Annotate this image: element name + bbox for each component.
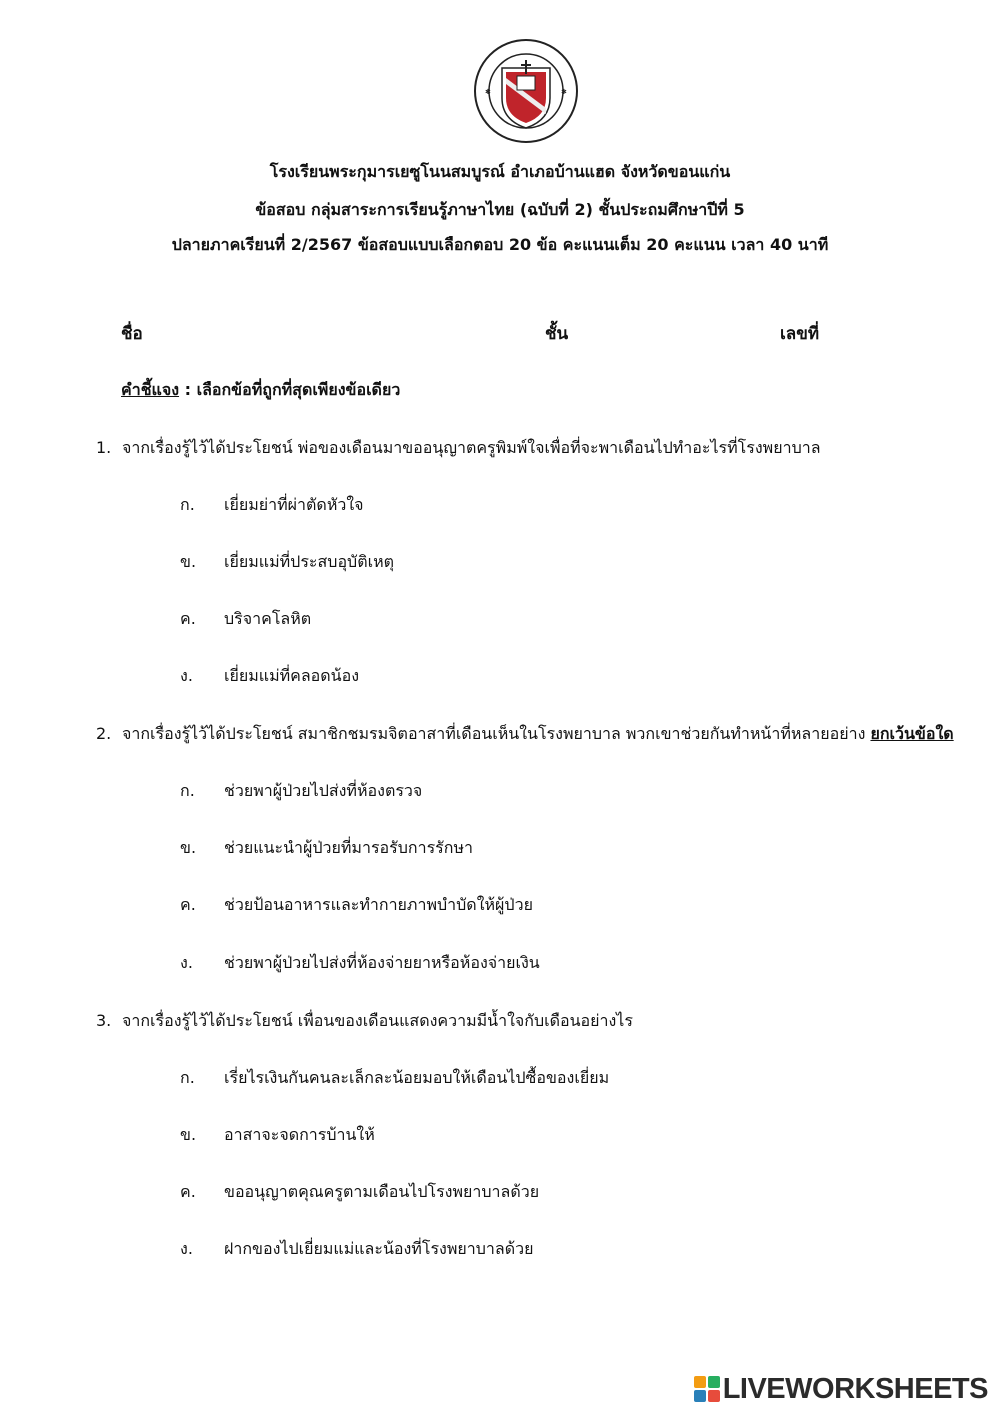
q3-option-a[interactable] <box>180 1066 609 1091</box>
option-text: เยี่ยมแม่ที่ประสบอุบัติเหตุ <box>224 552 394 571</box>
svg-text:✱: ✱ <box>561 88 567 96</box>
option-text: ช่วยแนะนำผู้ป่วยที่มารอรับการรักษา <box>224 838 473 857</box>
exam-title: ข้อสอบ กลุ่มสาระการเรียนรู้ภาษาไทย (ฉบับที่ 2) ชั้นประถมศึกษาปีที่ 5 <box>255 200 745 219</box>
school-seal-logo <box>473 38 579 144</box>
instructions-label: คำชี้แจง <box>121 380 180 399</box>
q1-option-c[interactable] <box>180 607 311 632</box>
question-1 <box>96 436 821 461</box>
question-number: 1. <box>96 438 112 457</box>
option-letter: ก. <box>180 781 195 800</box>
option-letter: ค. <box>180 609 196 628</box>
liveworksheets-icon <box>694 1376 720 1402</box>
class-label: ชั้น <box>545 324 569 344</box>
question-emphasis: ยกเว้นข้อใด <box>870 724 954 743</box>
option-text: ช่วยพาผู้ป่วยไปส่งที่ห้องจ่ายยาหรือห้องจ่ายเงิน <box>224 953 540 972</box>
option-letter: ก. <box>180 495 195 514</box>
option-letter: ก. <box>180 1068 195 1087</box>
question-number: 2. <box>96 724 112 743</box>
option-text: ฝากของไปเยี่ยมแม่และน้องที่โรงพยาบาลด้วย <box>224 1239 534 1258</box>
school-name: โรงเรียนพระกุมารเยซูโนนสมบูรณ์ อำเภอบ้านแฮด จังหวัดขอนแก่น <box>269 162 731 181</box>
exam-details: ปลายภาคเรียนที่ 2/2567 ข้อสอบแบบเลือกตอบ 20 ข้อ คะแนนเต็ม 20 คะแนน เวลา 40 นาที <box>171 235 829 254</box>
q3-option-c[interactable] <box>180 1180 539 1205</box>
question-3 <box>96 1009 633 1034</box>
q2-option-d[interactable] <box>180 951 540 976</box>
question-text: จากเรื่องรู้ไว้ได้ประโยชน์ เพื่อนของเดือนแสดงความมีน้ำใจกับเดือนอย่างไร <box>122 1011 633 1030</box>
q1-option-b[interactable] <box>180 550 394 575</box>
q2-option-a[interactable] <box>180 779 422 804</box>
option-letter: ง. <box>180 953 193 972</box>
option-text: ช่วยพาผู้ป่วยไปส่งที่ห้องตรวจ <box>224 781 423 800</box>
liveworksheets-logo <box>694 1372 988 1406</box>
svg-text:✱: ✱ <box>485 88 491 96</box>
option-text: เยี่ยมแม่ที่คลอดน้อง <box>224 666 360 685</box>
option-text: เยี่ยมย่าที่ผ่าตัดหัวใจ <box>224 495 364 514</box>
question-number: 3. <box>96 1011 112 1030</box>
option-letter: ง. <box>180 1239 193 1258</box>
q1-option-a[interactable] <box>180 493 364 518</box>
question-text: จากเรื่องรู้ไว้ได้ประโยชน์ พ่อของเดือนมาขออนุญาตครูพิมพ์ใจเพื่อที่จะพาเดือนไปทำอะไรที่โรงพยาบาล <box>122 438 821 457</box>
option-letter: ข. <box>180 838 197 857</box>
instructions: คำชี้แจง : เลือกข้อที่ถูกที่สุดเพียงข้อเดียว <box>121 380 401 399</box>
question-2 <box>96 722 954 747</box>
q2-option-b[interactable] <box>180 836 473 861</box>
option-text: ช่วยป้อนอาหารและทำกายภาพบำบัดให้ผู้ป่วย <box>224 895 533 914</box>
option-text: อาสาจะจดการบ้านให้ <box>224 1125 375 1144</box>
instructions-text: เลือกข้อที่ถูกที่สุดเพียงข้อเดียว <box>196 380 401 399</box>
q3-option-d[interactable] <box>180 1237 533 1262</box>
brand-text: LIVEWORKSHEETS <box>722 1372 988 1405</box>
number-label: เลขที่ <box>780 324 820 344</box>
question-text: จากเรื่องรู้ไว้ได้ประโยชน์ สมาชิกชมรมจิตอาสาที่เดือนเห็นในโรงพยาบาล พวกเขาช่วยกันทำหน้าที่หลายอย่าง <box>122 724 871 743</box>
q2-option-c[interactable] <box>180 893 533 918</box>
option-letter: ง. <box>180 666 193 685</box>
option-letter: ข. <box>180 1125 197 1144</box>
option-letter: ค. <box>180 1182 196 1201</box>
q1-option-d[interactable] <box>180 664 359 689</box>
option-text: บริจาคโลหิต <box>224 609 312 628</box>
option-text: ขออนุญาตคุณครูตามเดือนไปโรงพยาบาลด้วย <box>224 1182 540 1201</box>
option-letter: ข. <box>180 552 197 571</box>
option-letter: ค. <box>180 895 196 914</box>
name-label: ชื่อ <box>121 324 143 344</box>
q3-option-b[interactable] <box>180 1123 375 1148</box>
option-text: เรี่ยไรเงินกันคนละเล็กละน้อยมอบให้เดือนไปซื้อของเยี่ยม <box>224 1068 610 1087</box>
